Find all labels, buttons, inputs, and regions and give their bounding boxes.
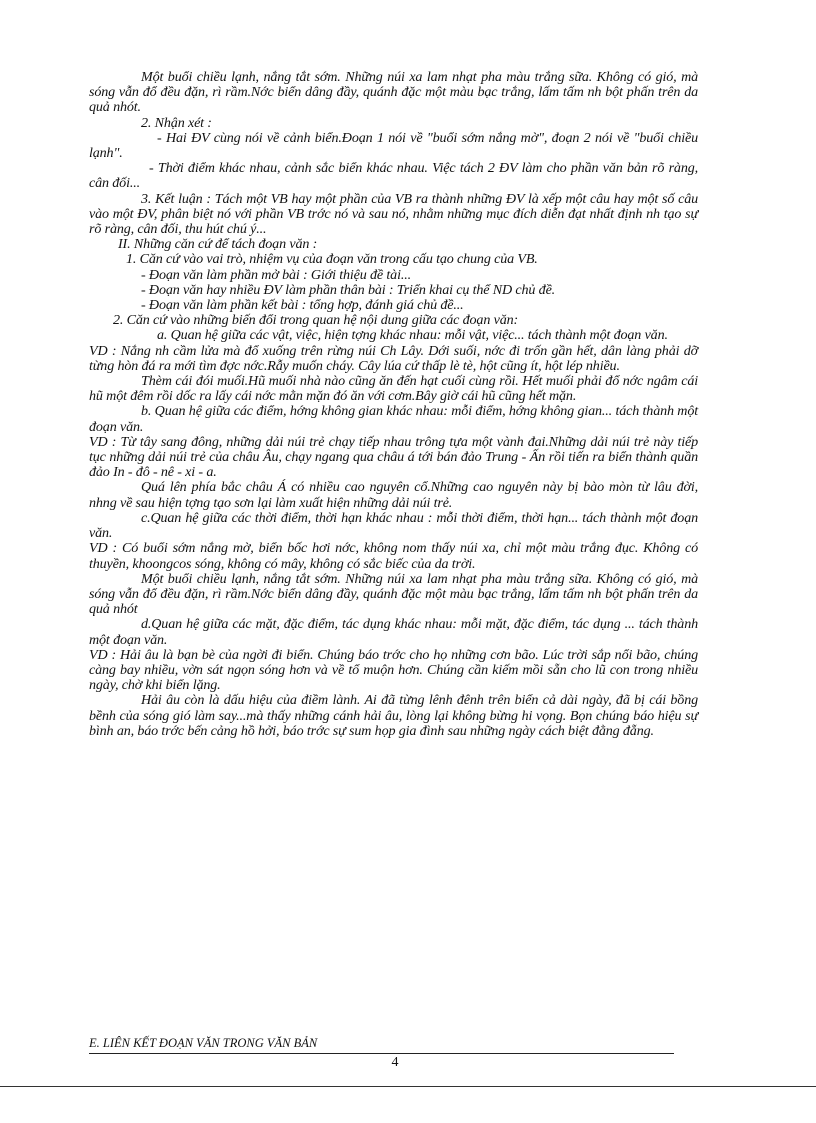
- paragraph: VD : Có buổi sớm nắng mờ, biển bốc hơi nớc, không nom thấy núi xa, chỉ một màu trắng đục. Không có thuyền, khoongcos sóng, không có mây, không có sắc biếc của da trời.: [89, 540, 698, 572]
- paragraph: d.Quan hệ giữa các mặt, đặc điểm, tác dụng khác nhau: mỗi mặt, đặc điểm, tác dụng ... tách thành một đoạn văn.: [89, 616, 698, 648]
- paragraph: 2. Căn cứ vào những biến đổi trong quan hệ nội dung giữa các đoạn văn:: [113, 312, 519, 329]
- paragraph: Một buổi chiều lạnh, nắng tắt sớm. Những núi xa lam nhạt pha màu trắng sữa. Không có gió, mà sóng vẫn đổ đều đặn, rì rầm.Nớc biển dâng đầy, quánh đặc một màu bạc trắng, lấm tấm nh bột phấn trên da quả nhót.: [89, 69, 698, 116]
- paragraph: c.Quan hệ giữa các thời điểm, thời hạn khác nhau : mỗi thời điểm, thời hạn... tách thành một đoạn văn.: [89, 509, 698, 542]
- paragraph: VD : Hải âu là bạn bè của ngời đi biển. Chúng báo trớc cho họ những cơn bão. Lúc trời sắp nổi bão, chúng càng bay nhiều, vờn sát ngọn sóng hơn và về tổ muộn hơn. Chúng cần kiếm mồi sẵn cho lũ con trong nhiều ngày, chờ khi biển lặng.: [89, 646, 698, 694]
- paragraph: - Hai ĐV cùng nói về cảnh biển.Đoạn 1 nói về "buổi sớm nắng mờ", đoạn 2 nói về "buổi chiều lạnh".: [89, 129, 698, 162]
- paragraph: Thèm cái đói muối.Hũ muối nhà nào cũng ăn đến hạt cuối cùng rồi. Hết muối phải đổ nớc ngâm cái hũ một đêm rồi dốc ra lấy cái nớc mằn mặn đó ăn với cơm.Bây giờ cái hũ cũng hết mặn.: [89, 373, 698, 405]
- paragraph: VD : Nắng nh cầm lửa mà đổ xuống trên rừng núi Ch Lây. Dới suối, nớc đi trốn gần hết, dân làng phải dỡ từng hòn đá ra mới tìm đợc nớc.Rẫy muốn cháy. Cây lúa cứ thấp lè tè, hột cũng ít, hột lép nhiều.: [89, 342, 698, 374]
- paragraph: - Đoạn văn làm phần kết bài : tổng hợp, đánh giá chủ đề...: [141, 297, 464, 314]
- paragraph: 2. Nhận xét :: [141, 114, 212, 131]
- paragraph: Một buổi chiều lạnh, nắng tắt sớm. Những núi xa lam nhạt pha màu trắng sữa. Không có gió, mà sóng vẫn đổ đều đặn, rì rầm.Nớc biển dâng đầy, quánh đặc một màu bạc trắng, lấm tấm nh bột phấn trên da quả nhót: [89, 570, 698, 618]
- paragraph: Hải âu còn là dấu hiệu của điềm lành. Ai đã từng lênh đênh trên biển cả dài ngày, đã bị cái bồng bềnh của sóng gió làm say...mà thấy những cánh hải âu, lòng lại không bừng hi vọng. Bọn chúng báo hiệu sự bình an, báo trớc bến cảng hồ hởi, báo trớc sự sum họp gia đình sau những ngày cách biệt đằng đẵng.: [89, 692, 698, 739]
- paragraph: Quá lên phía bắc châu Á có nhiều cao nguyên cổ.Những cao nguyên này bị bào mòn từ lâu đời, nhng về sau hiện tợng tạo sơn lại làm xuất hiện những dải núi trẻ.: [89, 479, 698, 511]
- page-bottom-rule: [0, 1086, 816, 1087]
- paragraph: a. Quan hệ giữa các vật, việc, hiện tợng khác nhau: mỗi vật, việc... tách thành một đoạn văn.: [157, 327, 668, 344]
- paragraph: VD : Từ tây sang đông, những dải núi trẻ chạy tiếp nhau trông tựa một vành đai.Những dải núi trẻ này tiếp tục những dải núi trẻ của châu Âu, chạy ngang qua châu á tới bán đảo Trung - Ấn rồi tiến ra biển thành quần đảo In - đô - nê - xi - a.: [89, 433, 698, 481]
- paragraph: - Đoạn văn làm phần mở bài : Giới thiệu đề tài...: [141, 266, 411, 283]
- paragraph: 3. Kết luận : Tách một VB hay một phần của VB ra thành những ĐV là xếp một câu hay một số câu vào một ĐV, phân biệt nó với phần VB trớc nó và sau nó, nhằm những mục đích diễn đạt nhất định nh tạo sự rõ ràng, cân đối, thu hút chú ý...: [89, 190, 698, 238]
- paragraph: II. Những căn cứ để tách đoạn văn :: [118, 236, 318, 253]
- page-number: 4: [391, 1055, 399, 1070]
- body-text: [89, 70, 698, 739]
- section-divider: [89, 1053, 674, 1054]
- section-heading: E. LIÊN KẾT ĐOẠN VĂN TRONG VĂN BẢN: [89, 1036, 318, 1050]
- paragraph: b. Quan hệ giữa các điểm, hớng không gian khác nhau: mỗi điểm, hớng không gian... tách thành một đoạn văn.: [89, 403, 698, 435]
- paragraph: - Thời điểm khác nhau, cảnh sắc biển khác nhau. Việc tách 2 ĐV làm cho phần văn bản rõ ràng, cân đối...: [89, 160, 698, 192]
- paragraph: - Đoạn văn hay nhiều ĐV làm phần thân bài : Triển khai cụ thể ND chủ đề.: [141, 281, 556, 298]
- paragraph: 1. Căn cứ vào vai trò, nhiệm vụ của đoạn văn trong cấu tạo chung của VB.: [126, 251, 538, 268]
